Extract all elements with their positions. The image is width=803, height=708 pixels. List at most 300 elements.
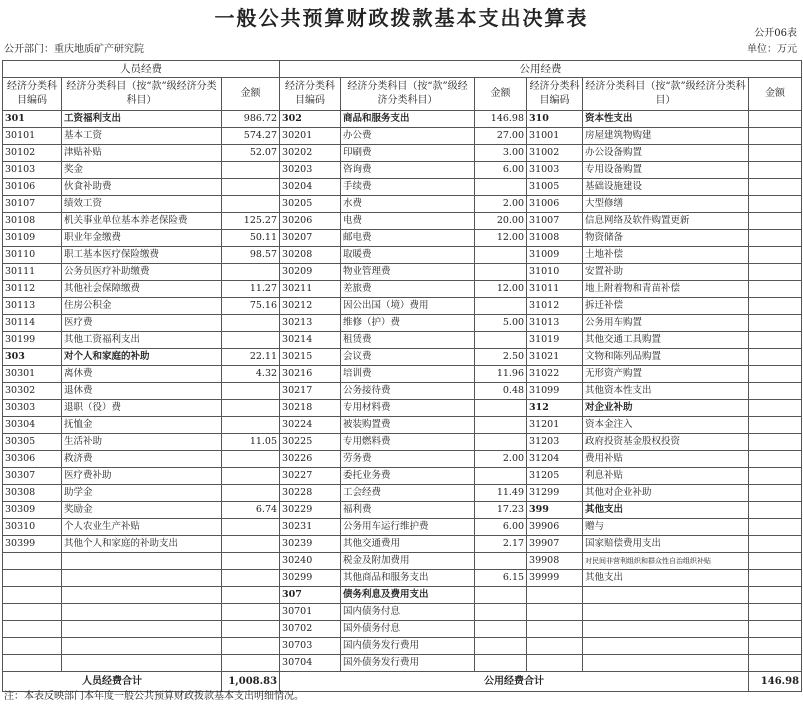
code-cell: 30215 bbox=[280, 349, 341, 366]
name-cell: 职业年金缴费 bbox=[62, 230, 222, 247]
amount-cell bbox=[749, 281, 802, 298]
amount-cell bbox=[222, 162, 280, 179]
code-cell bbox=[527, 587, 583, 604]
code-cell: 30304 bbox=[3, 417, 62, 434]
name-cell: 无形资产购置 bbox=[583, 366, 749, 383]
code-cell: 30112 bbox=[3, 281, 62, 298]
amount-cell: 52.07 bbox=[222, 145, 280, 162]
name-cell bbox=[62, 604, 222, 621]
code-cell: 30703 bbox=[280, 638, 341, 655]
name-cell: 退职（役）费 bbox=[62, 400, 222, 417]
table-row bbox=[3, 145, 802, 162]
name-cell: 拆迁补偿 bbox=[583, 298, 749, 315]
amount-cell bbox=[475, 400, 527, 417]
code-cell: 30114 bbox=[3, 315, 62, 332]
name-cell: 资本金注入 bbox=[583, 417, 749, 434]
code-cell: 31010 bbox=[527, 264, 583, 281]
name-cell: 大型修缮 bbox=[583, 196, 749, 213]
amount-cell bbox=[749, 417, 802, 434]
amount-cell bbox=[475, 587, 527, 604]
table-row bbox=[3, 536, 802, 553]
name-cell: 国外债务付息 bbox=[341, 621, 475, 638]
name-cell: 专用设备购置 bbox=[583, 162, 749, 179]
code-cell: 31001 bbox=[527, 128, 583, 145]
name-cell: 租赁费 bbox=[341, 332, 475, 349]
name-cell: 其他资本性支出 bbox=[583, 383, 749, 400]
amount-cell bbox=[222, 485, 280, 502]
table-row bbox=[3, 366, 802, 383]
amount-cell bbox=[749, 298, 802, 315]
name-cell: 个人农业生产补贴 bbox=[62, 519, 222, 536]
name-cell: 物业管理费 bbox=[341, 264, 475, 281]
name-cell: 地上附着物和青苗补偿 bbox=[583, 281, 749, 298]
amount-cell bbox=[222, 196, 280, 213]
name-cell: 抚恤金 bbox=[62, 417, 222, 434]
amount-cell bbox=[222, 383, 280, 400]
public-group-header: 公用经费 bbox=[280, 61, 802, 78]
name-cell: 专用燃料费 bbox=[341, 434, 475, 451]
name-cell: 基础设施建设 bbox=[583, 179, 749, 196]
name-cell: 住房公积金 bbox=[62, 298, 222, 315]
code-cell: 31002 bbox=[527, 145, 583, 162]
code-cell: 31008 bbox=[527, 230, 583, 247]
name-cell bbox=[583, 655, 749, 672]
amount-cell bbox=[475, 553, 527, 570]
name-cell: 伙食补助费 bbox=[62, 179, 222, 196]
code-cell: 301 bbox=[3, 111, 62, 128]
code-cell: 31013 bbox=[527, 315, 583, 332]
code-cell: 31204 bbox=[527, 451, 583, 468]
amount-cell bbox=[222, 332, 280, 349]
name-cell: 其他支出 bbox=[583, 502, 749, 519]
code-cell: 30113 bbox=[3, 298, 62, 315]
name-cell: 公务用车购置 bbox=[583, 315, 749, 332]
amount-cell: 146.98 bbox=[475, 111, 527, 128]
amount-cell bbox=[222, 315, 280, 332]
amount-cell bbox=[475, 638, 527, 655]
amount-cell bbox=[749, 111, 802, 128]
code-cell: 30302 bbox=[3, 383, 62, 400]
code-cell: 31012 bbox=[527, 298, 583, 315]
name-cell bbox=[62, 621, 222, 638]
code-cell: 30303 bbox=[3, 400, 62, 417]
code-cell: 30228 bbox=[280, 485, 341, 502]
name-cell: 其他支出 bbox=[583, 570, 749, 587]
code-cell: 30308 bbox=[3, 485, 62, 502]
table-row bbox=[3, 213, 802, 230]
name-cell: 津贴补贴 bbox=[62, 145, 222, 162]
amount-cell bbox=[749, 655, 802, 672]
name-cell bbox=[583, 621, 749, 638]
table-row bbox=[3, 553, 802, 570]
table-row bbox=[3, 638, 802, 655]
name-cell: 邮电费 bbox=[341, 230, 475, 247]
amount-cell: 574.27 bbox=[222, 128, 280, 145]
amount-cell bbox=[749, 553, 802, 570]
code-cell: 30199 bbox=[3, 332, 62, 349]
name-cell: 水费 bbox=[341, 196, 475, 213]
code-cell: 31205 bbox=[527, 468, 583, 485]
amount-cell bbox=[222, 519, 280, 536]
code-cell: 30701 bbox=[280, 604, 341, 621]
amount-cell bbox=[749, 128, 802, 145]
code-cell bbox=[3, 621, 62, 638]
code-cell: 31299 bbox=[527, 485, 583, 502]
name-cell: 退休费 bbox=[62, 383, 222, 400]
name-cell: 印刷费 bbox=[341, 145, 475, 162]
name-cell: 土地补偿 bbox=[583, 247, 749, 264]
name-cell: 公务员医疗补助缴费 bbox=[62, 264, 222, 281]
amount-cell bbox=[475, 468, 527, 485]
name-cell: 专用材料费 bbox=[341, 400, 475, 417]
code-cell: 30217 bbox=[280, 383, 341, 400]
amount-cell bbox=[749, 621, 802, 638]
table-row bbox=[3, 383, 802, 400]
page-title: 一般公共预算财政拨款基本支出决算表 bbox=[214, 6, 589, 30]
code-cell: 30201 bbox=[280, 128, 341, 145]
code-cell: 30225 bbox=[280, 434, 341, 451]
name-cell: 劳务费 bbox=[341, 451, 475, 468]
amount-cell: 12.00 bbox=[475, 230, 527, 247]
footnote: 注：本表反映部门本年度一般公共预算财政拨款基本支出明细情况。 bbox=[4, 691, 304, 702]
name-cell: 文物和陈列品购置 bbox=[583, 349, 749, 366]
amount-cell bbox=[749, 383, 802, 400]
code-cell: 302 bbox=[280, 111, 341, 128]
amount-cell bbox=[749, 502, 802, 519]
name-cell: 会议费 bbox=[341, 349, 475, 366]
amount-cell: 20.00 bbox=[475, 213, 527, 230]
table-row bbox=[3, 400, 802, 417]
name-cell: 办公设备购置 bbox=[583, 145, 749, 162]
amount-cell bbox=[475, 434, 527, 451]
code-cell: 30307 bbox=[3, 468, 62, 485]
name-cell: 工资福利支出 bbox=[62, 111, 222, 128]
amount-cell: 2.00 bbox=[475, 451, 527, 468]
name-cell: 被装购置费 bbox=[341, 417, 475, 434]
table-row bbox=[3, 264, 802, 281]
name-cell: 资本性支出 bbox=[583, 111, 749, 128]
amount-cell bbox=[749, 247, 802, 264]
code-cell: 31005 bbox=[527, 179, 583, 196]
amount-cell: 2.50 bbox=[475, 349, 527, 366]
code-cell bbox=[3, 553, 62, 570]
amount-cell: 50.11 bbox=[222, 230, 280, 247]
amount-cell bbox=[749, 468, 802, 485]
amount-cell bbox=[749, 264, 802, 281]
name-cell: 因公出国（境）费用 bbox=[341, 298, 475, 315]
name-cell: 福利费 bbox=[341, 502, 475, 519]
code-cell: 30107 bbox=[3, 196, 62, 213]
code-cell: 30226 bbox=[280, 451, 341, 468]
name-cell: 国内债务发行费用 bbox=[341, 638, 475, 655]
name-cell: 房屋建筑物购建 bbox=[583, 128, 749, 145]
public-total-value: 146.98 bbox=[749, 672, 802, 692]
amount-cell: 11.49 bbox=[475, 485, 527, 502]
amount-cell bbox=[749, 366, 802, 383]
column-header-code: 经济分类科目编码 bbox=[280, 78, 341, 111]
code-cell: 30103 bbox=[3, 162, 62, 179]
code-cell bbox=[3, 587, 62, 604]
code-cell: 30299 bbox=[280, 570, 341, 587]
table-row bbox=[3, 587, 802, 604]
name-cell: 培训费 bbox=[341, 366, 475, 383]
code-cell: 31021 bbox=[527, 349, 583, 366]
amount-cell bbox=[749, 349, 802, 366]
code-cell: 31006 bbox=[527, 196, 583, 213]
code-cell: 39907 bbox=[527, 536, 583, 553]
name-cell: 对个人和家庭的补助 bbox=[62, 349, 222, 366]
amount-cell: 6.15 bbox=[475, 570, 527, 587]
name-cell: 其他交通费用 bbox=[341, 536, 475, 553]
name-cell: 其他社会保障缴费 bbox=[62, 281, 222, 298]
amount-cell: 3.00 bbox=[475, 145, 527, 162]
amount-cell: 4.32 bbox=[222, 366, 280, 383]
name-cell: 公务接待费 bbox=[341, 383, 475, 400]
name-cell bbox=[62, 570, 222, 587]
amount-cell: 98.57 bbox=[222, 247, 280, 264]
code-cell: 30207 bbox=[280, 230, 341, 247]
code-cell: 31022 bbox=[527, 366, 583, 383]
name-cell: 医疗费补助 bbox=[62, 468, 222, 485]
code-cell: 30224 bbox=[280, 417, 341, 434]
name-cell: 离休费 bbox=[62, 366, 222, 383]
name-cell: 国外债务发行费用 bbox=[341, 655, 475, 672]
amount-cell: 6.00 bbox=[475, 519, 527, 536]
code-cell: 31019 bbox=[527, 332, 583, 349]
form-number: 公开06表 bbox=[754, 28, 797, 39]
amount-cell bbox=[222, 638, 280, 655]
code-cell: 31203 bbox=[527, 434, 583, 451]
name-cell bbox=[62, 587, 222, 604]
name-cell: 利息补贴 bbox=[583, 468, 749, 485]
column-header-code: 经济分类科目编码 bbox=[3, 78, 62, 111]
amount-cell bbox=[222, 536, 280, 553]
amount-cell bbox=[222, 451, 280, 468]
column-header-name: 经济分类科目（按“款”级经济分类科目） bbox=[62, 78, 222, 111]
amount-cell: 12.00 bbox=[475, 281, 527, 298]
code-cell: 312 bbox=[527, 400, 583, 417]
amount-cell bbox=[749, 451, 802, 468]
amount-cell bbox=[749, 145, 802, 162]
name-cell: 赠与 bbox=[583, 519, 749, 536]
name-cell bbox=[583, 638, 749, 655]
amount-cell bbox=[475, 655, 527, 672]
column-header-amount: 金额 bbox=[222, 78, 280, 111]
table-row bbox=[3, 128, 802, 145]
code-cell bbox=[3, 604, 62, 621]
amount-cell: 6.00 bbox=[475, 162, 527, 179]
code-cell: 30309 bbox=[3, 502, 62, 519]
name-cell: 生活补助 bbox=[62, 434, 222, 451]
amount-cell: 17.23 bbox=[475, 502, 527, 519]
amount-cell bbox=[749, 536, 802, 553]
amount-cell bbox=[749, 638, 802, 655]
name-cell: 其他商品和服务支出 bbox=[341, 570, 475, 587]
column-header-code: 经济分类科目编码 bbox=[527, 78, 583, 111]
amount-cell bbox=[749, 485, 802, 502]
table-row bbox=[3, 111, 802, 128]
expenditure-table bbox=[2, 60, 802, 692]
code-cell: 30216 bbox=[280, 366, 341, 383]
table-row bbox=[3, 417, 802, 434]
code-cell: 31007 bbox=[527, 213, 583, 230]
name-cell: 国内债务付息 bbox=[341, 604, 475, 621]
table-row bbox=[3, 451, 802, 468]
code-cell bbox=[527, 638, 583, 655]
code-cell: 310 bbox=[527, 111, 583, 128]
amount-cell bbox=[222, 587, 280, 604]
name-cell: 奖金 bbox=[62, 162, 222, 179]
name-cell: 助学金 bbox=[62, 485, 222, 502]
amount-cell bbox=[749, 230, 802, 247]
personnel-group-header: 人员经费 bbox=[3, 61, 280, 78]
table-row bbox=[3, 281, 802, 298]
name-cell: 救济费 bbox=[62, 451, 222, 468]
amount-cell bbox=[222, 264, 280, 281]
code-cell: 303 bbox=[3, 349, 62, 366]
amount-cell bbox=[475, 332, 527, 349]
code-cell: 30202 bbox=[280, 145, 341, 162]
amount-cell bbox=[475, 247, 527, 264]
name-cell: 物资储备 bbox=[583, 230, 749, 247]
table-row bbox=[3, 298, 802, 315]
code-cell: 399 bbox=[527, 502, 583, 519]
name-cell: 税金及附加费用 bbox=[341, 553, 475, 570]
code-cell: 31099 bbox=[527, 383, 583, 400]
amount-cell bbox=[222, 468, 280, 485]
code-cell: 30213 bbox=[280, 315, 341, 332]
name-cell: 其他对企业补助 bbox=[583, 485, 749, 502]
personnel-total-label: 人员经费合计 bbox=[3, 672, 222, 692]
table-row bbox=[3, 332, 802, 349]
table-row bbox=[3, 604, 802, 621]
code-cell: 30240 bbox=[280, 553, 341, 570]
code-cell: 31009 bbox=[527, 247, 583, 264]
table-row bbox=[3, 519, 802, 536]
code-cell bbox=[3, 570, 62, 587]
name-cell bbox=[583, 604, 749, 621]
code-cell bbox=[527, 604, 583, 621]
table-row bbox=[3, 621, 802, 638]
amount-cell bbox=[475, 604, 527, 621]
code-cell: 30208 bbox=[280, 247, 341, 264]
amount-cell: 22.11 bbox=[222, 349, 280, 366]
amount-cell: 6.74 bbox=[222, 502, 280, 519]
amount-cell: 2.00 bbox=[475, 196, 527, 213]
amount-cell: 11.96 bbox=[475, 366, 527, 383]
name-cell: 奖励金 bbox=[62, 502, 222, 519]
amount-cell bbox=[749, 213, 802, 230]
table-row bbox=[3, 315, 802, 332]
name-cell bbox=[62, 655, 222, 672]
name-cell: 取暖费 bbox=[341, 247, 475, 264]
name-cell: 职工基本医疗保险缴费 bbox=[62, 247, 222, 264]
amount-cell bbox=[749, 196, 802, 213]
amount-cell bbox=[749, 332, 802, 349]
name-cell: 电费 bbox=[341, 213, 475, 230]
name-cell bbox=[62, 553, 222, 570]
code-cell: 30702 bbox=[280, 621, 341, 638]
amount-cell bbox=[749, 519, 802, 536]
table-row bbox=[3, 179, 802, 196]
code-cell: 30211 bbox=[280, 281, 341, 298]
code-cell: 30310 bbox=[3, 519, 62, 536]
name-cell: 维修（护）费 bbox=[341, 315, 475, 332]
code-cell bbox=[3, 655, 62, 672]
code-cell: 30231 bbox=[280, 519, 341, 536]
code-cell: 30305 bbox=[3, 434, 62, 451]
code-cell: 307 bbox=[280, 587, 341, 604]
department-label: 公开部门：重庆地质矿产研究院 bbox=[4, 44, 144, 55]
amount-cell: 125.27 bbox=[222, 213, 280, 230]
name-cell: 商品和服务支出 bbox=[341, 111, 475, 128]
name-cell: 办公费 bbox=[341, 128, 475, 145]
table-row bbox=[3, 485, 802, 502]
code-cell: 39908 bbox=[527, 553, 583, 570]
name-cell: 咨询费 bbox=[341, 162, 475, 179]
code-cell: 30203 bbox=[280, 162, 341, 179]
amount-cell bbox=[222, 179, 280, 196]
table-row bbox=[3, 468, 802, 485]
amount-cell: 0.48 bbox=[475, 383, 527, 400]
amount-cell bbox=[475, 621, 527, 638]
code-cell: 30108 bbox=[3, 213, 62, 230]
amount-cell: 75.16 bbox=[222, 298, 280, 315]
name-cell: 差旅费 bbox=[341, 281, 475, 298]
amount-cell bbox=[749, 587, 802, 604]
table-row bbox=[3, 570, 802, 587]
code-cell: 30399 bbox=[3, 536, 62, 553]
name-cell: 安置补助 bbox=[583, 264, 749, 281]
totals-row bbox=[3, 672, 802, 692]
column-header-name: 经济分类科目（按“款”级经济分类科目） bbox=[341, 78, 475, 111]
public-total-label: 公用经费合计 bbox=[280, 672, 749, 692]
code-cell: 30218 bbox=[280, 400, 341, 417]
table-row bbox=[3, 196, 802, 213]
code-cell: 30209 bbox=[280, 264, 341, 281]
name-cell: 对企业补助 bbox=[583, 400, 749, 417]
amount-cell bbox=[475, 264, 527, 281]
amount-cell bbox=[475, 179, 527, 196]
code-cell: 30110 bbox=[3, 247, 62, 264]
code-cell: 30704 bbox=[280, 655, 341, 672]
code-cell: 30229 bbox=[280, 502, 341, 519]
table-row bbox=[3, 655, 802, 672]
personnel-total-value: 1,008.83 bbox=[222, 672, 280, 692]
name-cell: 其他工资福利支出 bbox=[62, 332, 222, 349]
amount-cell bbox=[222, 621, 280, 638]
name-cell: 费用补贴 bbox=[583, 451, 749, 468]
name-cell: 债务利息及费用支出 bbox=[341, 587, 475, 604]
code-cell: 31201 bbox=[527, 417, 583, 434]
amount-cell bbox=[222, 417, 280, 434]
table-row bbox=[3, 349, 802, 366]
code-cell: 30204 bbox=[280, 179, 341, 196]
amount-cell: 5.00 bbox=[475, 315, 527, 332]
code-cell bbox=[3, 638, 62, 655]
code-cell: 30102 bbox=[3, 145, 62, 162]
amount-cell bbox=[475, 298, 527, 315]
name-cell: 基本工资 bbox=[62, 128, 222, 145]
amount-cell bbox=[222, 604, 280, 621]
amount-cell bbox=[475, 417, 527, 434]
amount-cell: 11.05 bbox=[222, 434, 280, 451]
table-row bbox=[3, 502, 802, 519]
code-cell: 30109 bbox=[3, 230, 62, 247]
amount-cell bbox=[749, 179, 802, 196]
amount-cell bbox=[222, 553, 280, 570]
table-row bbox=[3, 162, 802, 179]
